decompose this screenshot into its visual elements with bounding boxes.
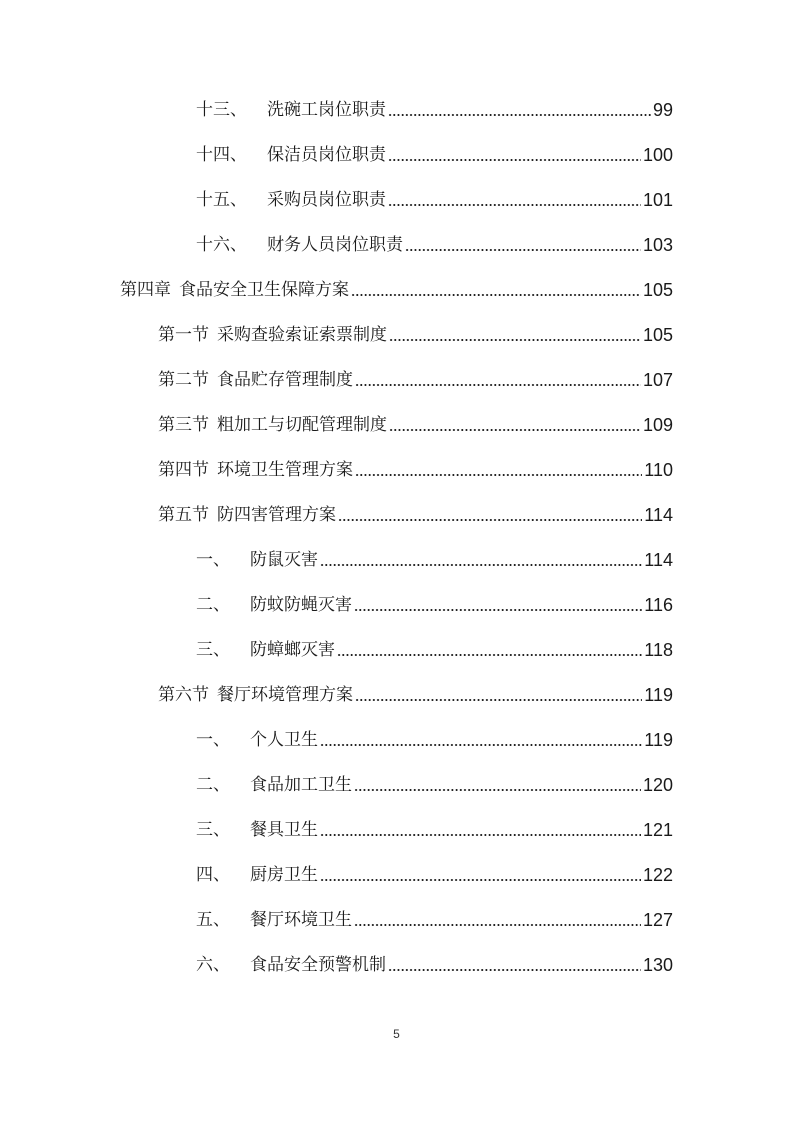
toc-entry[interactable] bbox=[196, 97, 673, 121]
toc-entry[interactable] bbox=[196, 727, 673, 751]
dot-leader bbox=[389, 422, 641, 432]
toc-entry[interactable] bbox=[196, 637, 673, 661]
toc-entry-title: 防鼠灭害 bbox=[250, 550, 318, 570]
dot-leader bbox=[337, 647, 642, 657]
toc-entry-number: 三、 bbox=[196, 640, 230, 660]
toc-entry-number: 六、 bbox=[196, 955, 230, 975]
toc-entry[interactable] bbox=[196, 772, 673, 796]
toc-entry-title: 个人卫生 bbox=[250, 730, 318, 750]
toc-entry-page: 118 bbox=[644, 640, 673, 660]
toc-entry-title: 采购员岗位职责 bbox=[267, 190, 386, 210]
toc-entry[interactable] bbox=[196, 952, 673, 976]
toc-entry-number: 第二节 bbox=[158, 370, 209, 390]
dot-leader bbox=[388, 107, 651, 117]
toc-entry[interactable] bbox=[196, 592, 673, 616]
toc-entry-page: 109 bbox=[642, 415, 673, 435]
toc-chapter-entry[interactable] bbox=[120, 277, 673, 301]
toc-entry-page: 121 bbox=[642, 820, 673, 840]
toc-entry-page: 105 bbox=[642, 325, 673, 345]
dot-leader bbox=[351, 287, 641, 297]
toc-entry-title: 餐厅环境卫生 bbox=[250, 910, 352, 930]
dot-leader bbox=[388, 962, 641, 972]
dot-leader bbox=[320, 827, 641, 837]
toc-entry-title: 餐具卫生 bbox=[250, 820, 318, 840]
toc-entry-number: 二、 bbox=[196, 775, 230, 795]
toc-entry-page: 130 bbox=[642, 955, 673, 975]
toc-section-entry[interactable] bbox=[158, 367, 673, 391]
toc-section-entry[interactable] bbox=[158, 682, 673, 706]
toc-entry-page: 100 bbox=[642, 145, 673, 165]
toc-entry-number: 二、 bbox=[196, 595, 230, 615]
toc-entry-number: 四、 bbox=[196, 865, 230, 885]
toc-entry-number: 第六节 bbox=[158, 685, 209, 705]
toc-entry-title: 环境卫生管理方案 bbox=[217, 460, 353, 480]
toc-entry-number: 第一节 bbox=[158, 325, 209, 345]
toc-entry-title: 防蟑螂灭害 bbox=[250, 640, 335, 660]
dot-leader bbox=[388, 197, 641, 207]
toc-entry-page: 116 bbox=[644, 595, 673, 615]
toc-entry-number: 一、 bbox=[196, 730, 230, 750]
page-number: 5 bbox=[393, 1027, 400, 1041]
toc-entry-page: 114 bbox=[644, 505, 673, 525]
dot-leader bbox=[320, 872, 641, 882]
toc-entry-page: 107 bbox=[642, 370, 673, 390]
toc-entry-number: 五、 bbox=[196, 910, 230, 930]
toc-entry-title: 食品安全卫生保障方案 bbox=[179, 280, 349, 300]
toc-entry[interactable] bbox=[196, 547, 673, 571]
toc-section-entry[interactable] bbox=[158, 457, 673, 481]
dot-leader bbox=[320, 737, 642, 747]
toc-entry[interactable] bbox=[196, 187, 673, 211]
toc-entry-number: 十六、 bbox=[196, 235, 247, 255]
toc-entry-number: 十五、 bbox=[196, 190, 247, 210]
toc-entry-title: 餐厅环境管理方案 bbox=[217, 685, 353, 705]
toc-entry-page: 122 bbox=[642, 865, 673, 885]
toc-entry-number: 第四节 bbox=[158, 460, 209, 480]
dot-leader bbox=[355, 467, 642, 477]
dot-leader bbox=[354, 782, 641, 792]
toc-entry-page: 101 bbox=[642, 190, 673, 210]
toc-entry-number: 十三、 bbox=[196, 100, 247, 120]
toc-entry-number: 三、 bbox=[196, 820, 230, 840]
toc-entry-title: 采购查验索证索票制度 bbox=[217, 325, 387, 345]
dot-leader bbox=[388, 152, 641, 162]
toc-entry-number: 第四章 bbox=[120, 280, 171, 300]
toc-entry-page: 119 bbox=[644, 685, 673, 705]
toc-entry[interactable] bbox=[196, 232, 673, 256]
toc-entry-page: 119 bbox=[644, 730, 673, 750]
toc-section-entry[interactable] bbox=[158, 502, 673, 526]
toc-section-entry[interactable] bbox=[158, 322, 673, 346]
toc-entry-title: 洗碗工岗位职责 bbox=[267, 100, 386, 120]
toc-entry-title: 防蚊防蝇灭害 bbox=[250, 595, 352, 615]
toc-entry-title: 厨房卫生 bbox=[250, 865, 318, 885]
toc-entry-page: 103 bbox=[642, 235, 673, 255]
dot-leader bbox=[338, 512, 642, 522]
toc-entry[interactable] bbox=[196, 817, 673, 841]
toc-entry-page: 110 bbox=[644, 460, 673, 480]
toc-entry-title: 财务人员岗位职责 bbox=[267, 235, 403, 255]
toc-entry-title: 防四害管理方案 bbox=[217, 505, 336, 525]
toc-entry-page: 127 bbox=[642, 910, 673, 930]
toc-entry-number: 第三节 bbox=[158, 415, 209, 435]
toc-entry-title: 食品安全预警机制 bbox=[250, 955, 386, 975]
toc-entry-title: 食品贮存管理制度 bbox=[217, 370, 353, 390]
toc-entry-number: 一、 bbox=[196, 550, 230, 570]
toc-entry-page: 105 bbox=[642, 280, 673, 300]
dot-leader bbox=[355, 692, 642, 702]
toc-entry-title: 粗加工与切配管理制度 bbox=[217, 415, 387, 435]
dot-leader bbox=[320, 557, 642, 567]
toc-section-entry[interactable] bbox=[158, 412, 673, 436]
dot-leader bbox=[354, 917, 641, 927]
dot-leader bbox=[354, 602, 642, 612]
toc-entry-number: 第五节 bbox=[158, 505, 209, 525]
toc-entry-page: 114 bbox=[644, 550, 673, 570]
toc-entry-title: 食品加工卫生 bbox=[250, 775, 352, 795]
toc-entry[interactable] bbox=[196, 862, 673, 886]
dot-leader bbox=[355, 377, 641, 387]
toc-entry[interactable] bbox=[196, 142, 673, 166]
toc-entry[interactable] bbox=[196, 907, 673, 931]
toc-entry-page: 99 bbox=[652, 100, 673, 120]
dot-leader bbox=[389, 332, 641, 342]
toc-entry-title: 保洁员岗位职责 bbox=[267, 145, 386, 165]
dot-leader bbox=[405, 242, 641, 252]
toc-entry-page: 120 bbox=[642, 775, 673, 795]
toc-entry-number: 十四、 bbox=[196, 145, 247, 165]
